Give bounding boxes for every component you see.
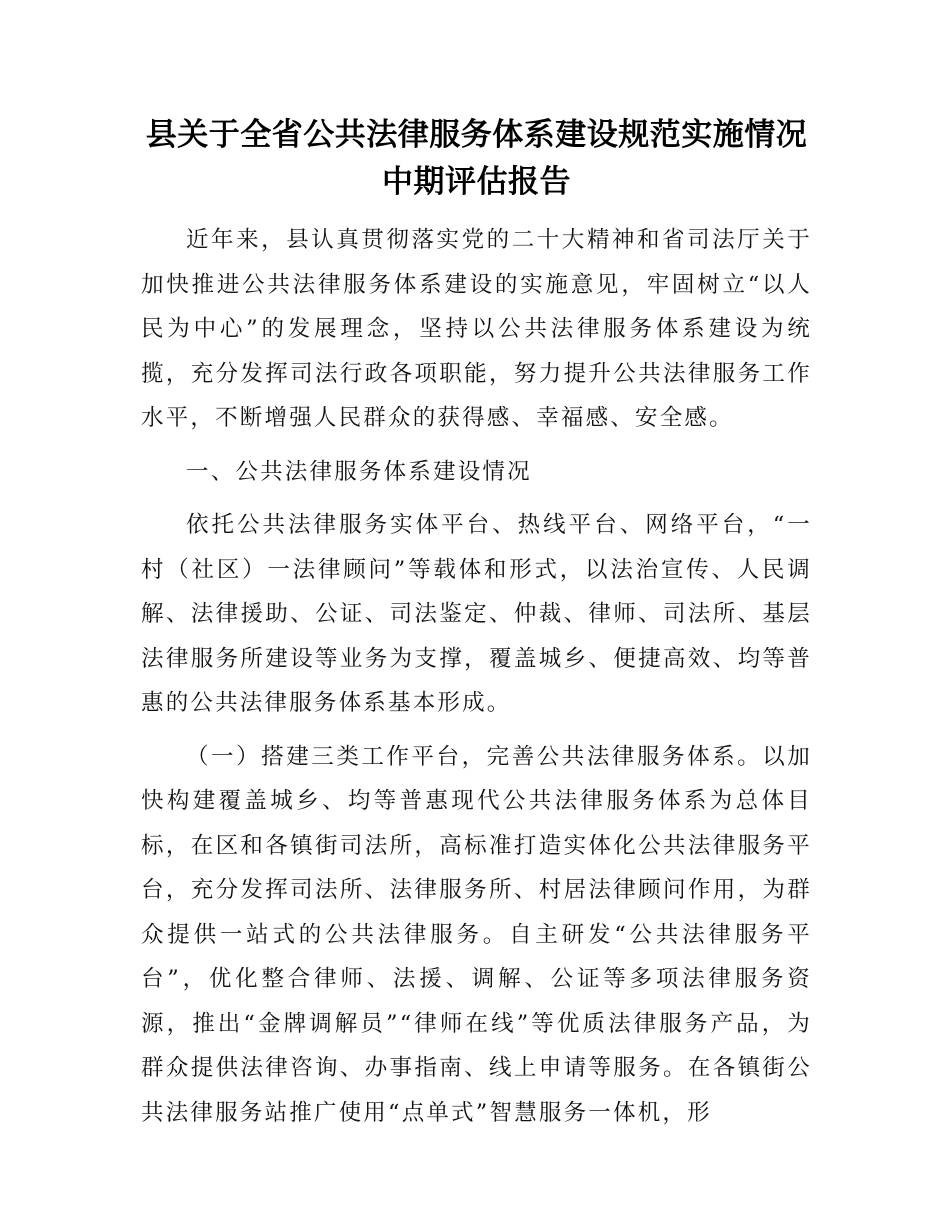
intro-paragraph: 近年来，县认真贯彻落实党的二十大精神和省司法厅关于加快推进公共法律服务体系建设的实施意见，牢固树立“以人民为中心”的发展理念，坚持以公共法律服务体系建设为统揽，充分发挥司法行政各项职能，努力提升公共法律服务工作水平，不断增强人民群众的获得感、幸福感、安全感。: [141, 227, 812, 431]
document-title: 县关于全省公共法律服务体系建设规范实施情况中期评估报告: [145, 117, 808, 200]
body-paragraph: 依托公共法律服务实体平台、热线平台、网络平台，“一村（社区）一法律顾问”等载体和形式，以法治宣传、人民调解、法律援助、公证、司法鉴定、仲裁、律师、司法所、基层法律服务所建设等业务为支撑，覆盖城乡、便捷高效、均等普惠的公共法律服务体系基本形成。: [141, 512, 812, 716]
section-heading: 一、公共法律服务体系建设情况: [186, 458, 532, 485]
subsection-paragraph: （一）搭建三类工作平台，完善公共法律服务体系。以加快构建覆盖城乡、均等普惠现代公共法律服务体系为总体目标，在区和各镇街司法所，高标准打造实体化公共法律服务平台，充分发挥司法所、法律服务所、村居法律顾问作用，为群众提供一站式的公共法律服务。自主研发“公共法律服务平台”，优化整合律师、法援、调解、公证等多项法律服务资源，推出“金牌调解员”“律师在线”等优质法律服务产品，为群众提供法律咨询、办事指南、线上申请等服务。在各镇街公共法律服务站推广使用“点单式”智慧服务一体机，形: [141, 743, 812, 1126]
